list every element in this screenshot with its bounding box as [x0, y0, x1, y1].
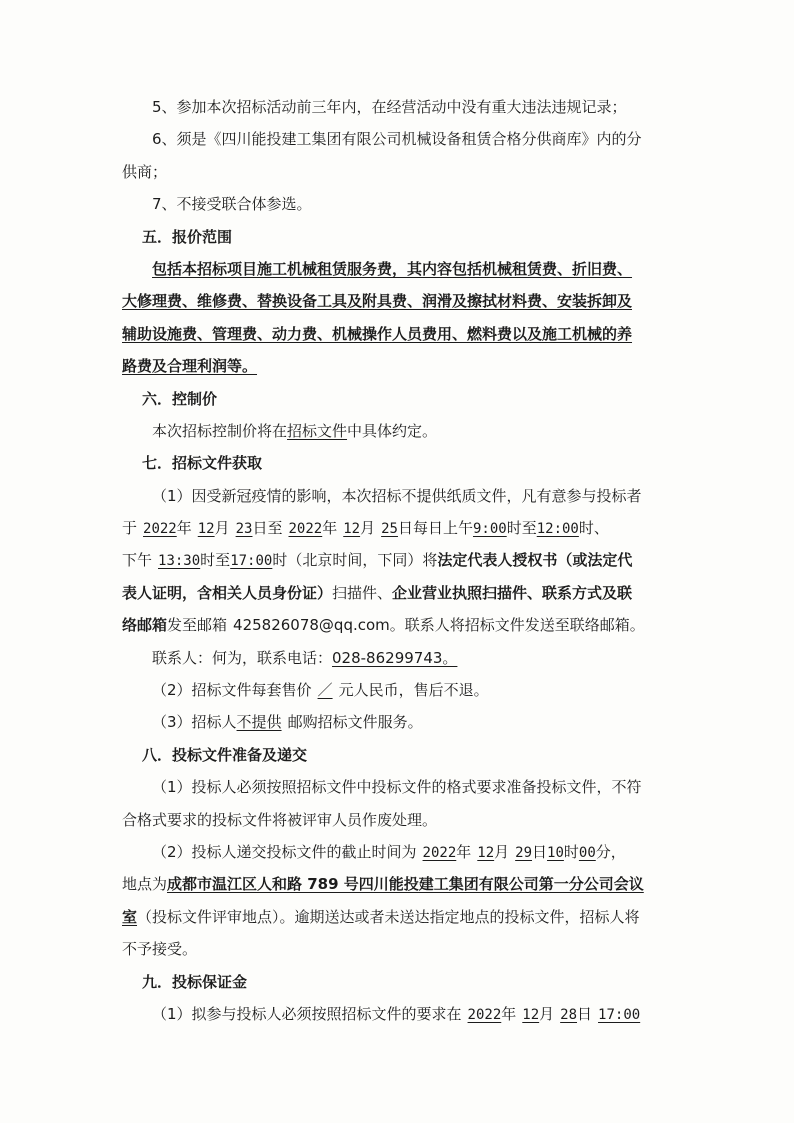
text-segment: 邮购招标文件服务。 — [287, 713, 423, 732]
text-segment-bold: 络邮箱 — [122, 616, 168, 635]
text-segment: 日每日上午 — [397, 519, 473, 538]
contact-phone: 028-86299743。 — [332, 648, 458, 667]
acquisition-time-line — [122, 545, 682, 575]
page-content — [122, 92, 682, 1031]
text-segment: 扫描件、 — [332, 583, 393, 602]
text-segment: 元人民币，售后不退。 — [338, 681, 489, 700]
end-year: 2022 — [288, 521, 323, 538]
quote-scope-line: 大修理费、维修费、替换设备工具及附具费、润滑及擦拭材料费、安装拆卸及 — [122, 292, 633, 311]
quote-scope-line: 包括本招标项目施工机械租赁服务费，其内容包括机械租赁费、折旧费、 — [152, 259, 633, 278]
text-segment: 中具体约定。 — [347, 421, 438, 440]
text-segment: （投标文件评审地点）。逾期送达或者未送达指定地点的投标文件，招标人将 — [137, 907, 640, 926]
text-segment: 年 — [176, 519, 192, 538]
text-segment: 月 — [214, 519, 230, 538]
text-segment: 本次招标控制价将在 — [152, 421, 288, 440]
deadline-year: 2022 — [422, 844, 457, 861]
section-8-heading: 八．投标文件准备及递交 — [142, 745, 308, 764]
deadline-hour: 10 — [547, 844, 564, 861]
text-segment: 时 — [563, 842, 579, 861]
submission-location-cont — [122, 902, 682, 932]
am-start-time: 9:00 — [472, 521, 507, 538]
text-segment: 时至 — [506, 519, 537, 538]
end-day: 25 — [381, 521, 398, 538]
submission-deadline-line — [122, 837, 682, 867]
submission-location: 室 — [122, 907, 138, 926]
section-9-heading: 九．投标保证金 — [142, 972, 248, 991]
mail-service-value: 不提供 — [236, 713, 282, 732]
deposit-time: 17:00 — [598, 1006, 641, 1023]
document-price: ／ — [317, 681, 333, 700]
text-segment-bold: 企业营业执照扫描件、联系方式及联 — [392, 583, 633, 602]
text-segment: 时（北京时间，下同）将 — [272, 551, 438, 570]
requirement-item-5: 5、参加本次招标活动前三年内，在经营活动中没有重大违法违规记录； — [152, 98, 627, 116]
text-segment: 月 — [539, 1004, 555, 1023]
text-segment: （1）拟参与投标人必须按照招标文件的要求在 — [152, 1004, 462, 1023]
submission-location-line — [122, 869, 682, 899]
text-segment: 年 — [322, 519, 338, 538]
text-segment: 下午 — [122, 551, 153, 570]
acquisition-docs-line — [122, 578, 682, 608]
start-day: 23 — [235, 521, 253, 538]
contact-line — [122, 643, 682, 673]
quote-scope-line: 路费及合理利润等。 — [122, 357, 258, 376]
control-price-text — [122, 416, 682, 446]
requirement-item-6-cont: 供商； — [122, 162, 168, 181]
end-month: 12 — [343, 521, 361, 538]
section-6-heading: 六．控制价 — [142, 389, 218, 408]
text-segment: （3）招标人 — [152, 713, 237, 732]
text-segment: 时至 — [200, 551, 231, 570]
contact-label: 联系人：何为，联系电话： — [152, 648, 333, 667]
pm-start-time: 13:30 — [158, 553, 201, 570]
contact-email: 425826078@qq.com — [233, 616, 390, 635]
submission-para-2-end: 不予接受。 — [122, 940, 198, 959]
text-segment: 月 — [494, 842, 510, 861]
submission-location: 成都市温江区人和路 789 号四川能投建工集团有限公司第一分公司会议 — [167, 875, 644, 894]
am-end-time: 12:00 — [536, 521, 579, 538]
acquisition-dates-line — [122, 513, 682, 543]
text-segment-bold: 法定代表人授权书（或法定代 — [437, 551, 633, 570]
deposit-para-1 — [122, 999, 682, 1029]
acquisition-para-3 — [122, 707, 682, 737]
text-segment: 月 — [360, 519, 376, 538]
deposit-year: 2022 — [467, 1006, 502, 1023]
text-segment: 于 — [122, 519, 138, 538]
acquisition-para-2 — [122, 675, 682, 705]
deposit-month: 12 — [522, 1006, 540, 1023]
text-segment: （2）投标人递交投标文件的截止时间为 — [152, 842, 417, 861]
text-segment: 年 — [501, 1004, 517, 1023]
requirement-item-6: 6、须是《四川能投建工集团有限公司机械设备租赁合格分供商库》内的分 — [152, 130, 642, 149]
text-segment: 时、 — [578, 519, 609, 538]
text-segment: 发至邮箱 — [167, 616, 228, 635]
quote-scope-line: 辅助设施费、管理费、动力费、机械操作人员费用、燃料费以及施工机械的养 — [122, 324, 633, 343]
pm-end-time: 17:00 — [230, 553, 273, 570]
submission-para-1: （1）投标人必须按照招标文件中投标文件的格式要求准备投标文件，不符 — [152, 778, 642, 797]
text-segment: 日 — [532, 842, 548, 861]
start-month: 12 — [197, 521, 215, 538]
text-segment: （2）招标文件每套售价 — [152, 681, 312, 700]
section-7-heading: 七．招标文件获取 — [142, 454, 263, 473]
deposit-day: 28 — [560, 1006, 578, 1023]
deadline-month: 12 — [477, 844, 495, 861]
acquisition-email-line — [122, 610, 682, 640]
text-segment-underlined: 招标文件 — [287, 421, 348, 440]
requirement-item-7: 7、不接受联合体参选。 — [152, 195, 312, 214]
acquisition-para-1: （1）因受新冠疫情的影响，本次招标不提供纸质文件，凡有意参与投标者 — [152, 486, 642, 505]
text-segment: 日 — [577, 1004, 593, 1023]
section-5-heading: 五．报价范围 — [142, 227, 233, 246]
text-segment: 分， — [595, 842, 626, 861]
submission-para-1-cont: 合格式要求的投标文件将被评审人员作废处理。 — [122, 810, 438, 829]
text-segment-bold: 表人证明，含相关人员身份证） — [122, 583, 333, 602]
text-segment: 日至 — [252, 519, 283, 538]
start-year: 2022 — [143, 521, 177, 538]
text-segment: 地点为 — [122, 875, 168, 894]
deadline-day: 29 — [515, 844, 533, 861]
text-segment: 。联系人将招标文件发送至联络邮箱。 — [389, 616, 645, 635]
deadline-minute: 00 — [578, 844, 596, 861]
text-segment: 年 — [456, 842, 472, 861]
